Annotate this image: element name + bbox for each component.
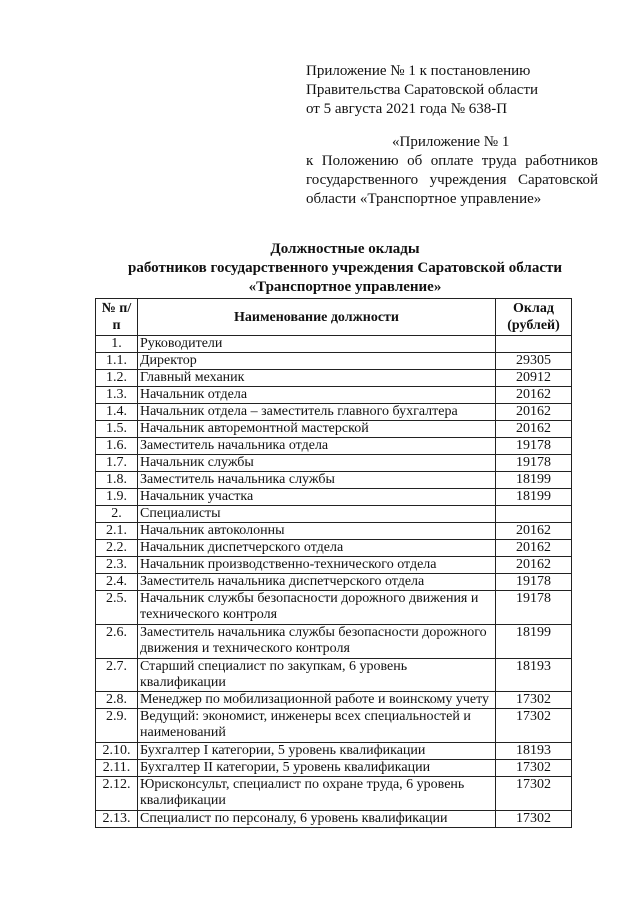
appendix-regulation-line: государственного учреждения Саратовской <box>306 172 598 188</box>
title-line: «Транспортное управление» <box>248 279 442 295</box>
row-position-name: Начальник производственно-технического отдела <box>138 557 496 574</box>
row-position-name: Заместитель начальника службы безопасности дорожного движения и технического контроля <box>138 625 496 659</box>
row-salary: 18193 <box>496 659 572 692</box>
row-number: 2.5. <box>96 591 138 625</box>
row-position-name: Начальник участка <box>138 489 496 506</box>
header-num: № п/п <box>96 299 138 336</box>
title-line: работников государственного учреждения Саратовской области <box>128 260 562 276</box>
row-position-name: Ведущий: экономист, инженеры всех специальностей и наименований <box>138 709 496 743</box>
salary-table <box>95 298 572 828</box>
appendix-line: от 5 августа 2021 года № 638-П <box>306 101 508 117</box>
row-salary <box>496 506 572 523</box>
table-row <box>96 760 572 777</box>
row-salary: 20162 <box>496 421 572 438</box>
row-number: 1.2. <box>96 370 138 387</box>
table-row <box>96 370 572 387</box>
table-row <box>96 336 572 353</box>
row-number: 1.1. <box>96 353 138 370</box>
table-row <box>96 557 572 574</box>
appendix-regulation-header <box>306 133 598 209</box>
table-row <box>96 472 572 489</box>
row-number: 1.6. <box>96 438 138 455</box>
row-salary: 19178 <box>496 438 572 455</box>
appendix-line: Приложение № 1 к постановлению <box>306 63 531 79</box>
row-number: 2.11. <box>96 760 138 777</box>
table-row <box>96 625 572 659</box>
row-position-name: Юрисконсульт, специалист по охране труда, 6 уровень квалификации <box>138 777 496 811</box>
row-salary: 20162 <box>496 540 572 557</box>
table-row <box>96 455 572 472</box>
row-position-name: Начальник авторемонтной мастерской <box>138 421 496 438</box>
row-position-name: Главный механик <box>138 370 496 387</box>
row-number: 1.9. <box>96 489 138 506</box>
row-salary: 17302 <box>496 811 572 828</box>
row-number: 2.9. <box>96 709 138 743</box>
row-number: 1.7. <box>96 455 138 472</box>
row-position-name: Менеджер по мобилизационной работе и воинскому учету <box>138 692 496 709</box>
row-position-name: Специалисты <box>138 506 496 523</box>
row-salary <box>496 336 572 353</box>
row-number: 2.6. <box>96 625 138 659</box>
row-salary: 19178 <box>496 574 572 591</box>
row-salary: 18199 <box>496 625 572 659</box>
row-position-name: Заместитель начальника диспетчерского отдела <box>138 574 496 591</box>
row-number: 2.7. <box>96 659 138 692</box>
table-row <box>96 743 572 760</box>
row-salary: 17302 <box>496 692 572 709</box>
row-position-name: Директор <box>138 353 496 370</box>
header-salary: Оклад (рублей) <box>496 299 572 336</box>
row-salary: 20162 <box>496 557 572 574</box>
table-row <box>96 540 572 557</box>
row-salary: 18193 <box>496 743 572 760</box>
row-number: 1.3. <box>96 387 138 404</box>
table-row <box>96 421 572 438</box>
row-position-name: Начальник отдела <box>138 387 496 404</box>
table-row <box>96 709 572 743</box>
table-row <box>96 353 572 370</box>
row-position-name: Бухгалтер II категории, 5 уровень квалификации <box>138 760 496 777</box>
table-body <box>96 336 572 828</box>
row-salary: 29305 <box>496 353 572 370</box>
table-row <box>96 506 572 523</box>
row-salary: 17302 <box>496 760 572 777</box>
row-number: 1. <box>96 336 138 353</box>
row-salary: 19178 <box>496 591 572 625</box>
table-row <box>96 489 572 506</box>
row-salary: 19178 <box>496 455 572 472</box>
appendix-regulation-line: «Приложение № 1 <box>392 134 510 150</box>
row-position-name: Начальник диспетчерского отдела <box>138 540 496 557</box>
row-number: 2.1. <box>96 523 138 540</box>
row-number: 1.5. <box>96 421 138 438</box>
row-salary: 17302 <box>496 709 572 743</box>
row-salary: 20162 <box>496 387 572 404</box>
row-number: 2.3. <box>96 557 138 574</box>
table-row <box>96 523 572 540</box>
row-position-name: Заместитель начальника службы <box>138 472 496 489</box>
appendix-regulation-line: области «Транспортное управление» <box>306 191 542 207</box>
table-row <box>96 659 572 692</box>
title-line: Должностные оклады <box>270 241 420 257</box>
row-number: 2.2. <box>96 540 138 557</box>
appendix-header <box>306 62 606 119</box>
row-number: 2.4. <box>96 574 138 591</box>
row-position-name: Бухгалтер I категории, 5 уровень квалификации <box>138 743 496 760</box>
table-row <box>96 591 572 625</box>
row-number: 2.12. <box>96 777 138 811</box>
row-number: 2. <box>96 506 138 523</box>
row-position-name: Начальник службы <box>138 455 496 472</box>
row-position-name: Старший специалист по закупкам, 6 уровень квалификации <box>138 659 496 692</box>
appendix-line: Правительства Саратовской области <box>306 82 539 98</box>
table-row <box>96 811 572 828</box>
table-row <box>96 387 572 404</box>
row-position-name: Начальник отдела – заместитель главного бухгалтера <box>138 404 496 421</box>
table-row <box>96 777 572 811</box>
row-number: 2.8. <box>96 692 138 709</box>
row-position-name: Начальник автоколонны <box>138 523 496 540</box>
row-number: 2.10. <box>96 743 138 760</box>
table-row <box>96 404 572 421</box>
row-number: 2.13. <box>96 811 138 828</box>
row-salary: 20162 <box>496 404 572 421</box>
table-row <box>96 692 572 709</box>
row-position-name: Заместитель начальника отдела <box>138 438 496 455</box>
row-salary: 20162 <box>496 523 572 540</box>
document-title <box>95 240 595 297</box>
row-salary: 18199 <box>496 489 572 506</box>
table-row <box>96 438 572 455</box>
row-salary: 20912 <box>496 370 572 387</box>
table-header-row <box>96 299 572 336</box>
table-row <box>96 574 572 591</box>
row-number: 1.8. <box>96 472 138 489</box>
row-salary: 17302 <box>496 777 572 811</box>
row-number: 1.4. <box>96 404 138 421</box>
row-position-name: Специалист по персоналу, 6 уровень квалификации <box>138 811 496 828</box>
row-position-name: Начальник службы безопасности дорожного движения и технического контроля <box>138 591 496 625</box>
appendix-regulation-line: к Положению об оплате труда работников <box>306 153 598 169</box>
header-name: Наименование должности <box>138 299 496 336</box>
row-position-name: Руководители <box>138 336 496 353</box>
row-salary: 18199 <box>496 472 572 489</box>
